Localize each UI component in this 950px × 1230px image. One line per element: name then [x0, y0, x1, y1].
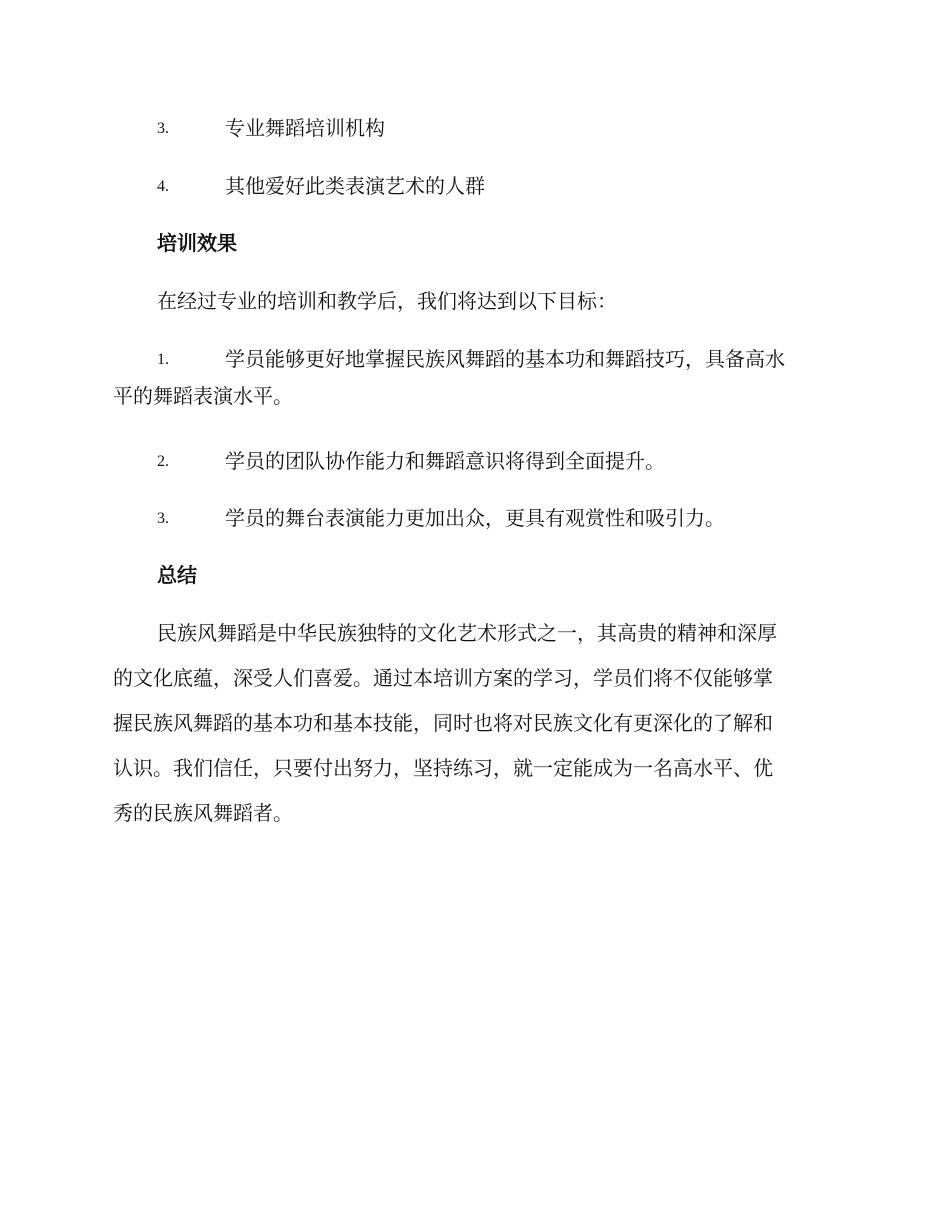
list-item — [113, 341, 835, 415]
section-intro: 在经过专业的培训和教学后，我们将达到以下目标： — [157, 289, 617, 313]
list-number: 1. — [157, 351, 169, 368]
list-item — [113, 443, 835, 480]
list-item — [113, 500, 835, 537]
summary-line: 民族风舞蹈是中华民族独特的文化艺术形式之一，其高贵的精神和深厚 — [157, 621, 777, 645]
summary-line: 秀的民族风舞蹈者。 — [113, 801, 293, 825]
list-number: 3. — [157, 510, 169, 527]
list-text: 学员的舞台表演能力更加出众，更具有观赏性和吸引力。 — [225, 506, 725, 530]
summary-line: 的文化底蕴，深受人们喜爱。通过本培训方案的学习，学员们将不仅能够掌 — [113, 666, 773, 690]
summary-line: 握民族风舞蹈的基本功和基本技能，同时也将对民族文化有更深化的了解和 — [113, 711, 773, 735]
summary-line: 认识。我们信任，只要付出努力，坚持练习，就一定能成为一名高水平、优 — [113, 756, 773, 780]
list-number: 3. — [157, 120, 169, 137]
list-text: 学员的团队协作能力和舞蹈意识将得到全面提升。 — [225, 449, 665, 473]
list-text: 专业舞蹈培训机构 — [225, 116, 385, 140]
summary-paragraph — [113, 615, 835, 832]
list-text: 学员能够更好地掌握民族风舞蹈的基本功和舞蹈技巧，具备高水 — [225, 347, 785, 371]
list-number: 2. — [157, 453, 169, 470]
list-item — [113, 110, 835, 147]
list-text-continued: 平的舞蹈表演水平。 — [113, 384, 293, 408]
section-heading-effect: 培训效果 — [157, 231, 237, 255]
list-item — [113, 168, 835, 205]
list-number: 4. — [157, 178, 169, 195]
list-text: 其他爱好此类表演艺术的人群 — [225, 174, 485, 198]
section-heading-summary: 总结 — [157, 563, 197, 587]
